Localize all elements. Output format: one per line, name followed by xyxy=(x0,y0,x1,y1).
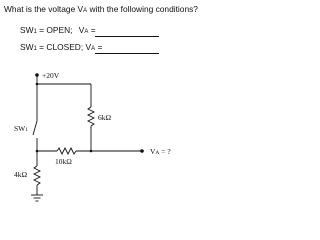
voltage-subscript: A xyxy=(91,46,96,52)
supply-node xyxy=(35,73,39,77)
prompt-text: What is the voltage V xyxy=(4,4,84,14)
resistor-10k xyxy=(57,148,76,154)
equals-sign: = xyxy=(97,42,103,52)
left-junction-node xyxy=(36,150,39,153)
voltage-label: V xyxy=(85,42,92,52)
resistor-6k xyxy=(88,107,94,126)
switch-blade xyxy=(33,121,37,135)
supply-label: +20V xyxy=(42,71,60,80)
switch-subscript: 1 xyxy=(33,29,37,35)
switch-label: SW xyxy=(20,25,34,35)
switch-label: SW1 xyxy=(14,124,28,133)
va-output-node xyxy=(140,149,144,153)
va-label: VA = ? xyxy=(150,147,171,156)
r-bottom-label: 4kΩ xyxy=(14,170,28,179)
switch-state-closed: = CLOSED; xyxy=(39,42,84,52)
voltage-subscript: A xyxy=(84,29,89,35)
prompt-tail: with the following conditions? xyxy=(89,4,198,14)
top-junction-node xyxy=(36,83,39,86)
equals-sign: = xyxy=(90,25,96,35)
switch-label: SW xyxy=(20,42,34,52)
switch-subscript: 1 xyxy=(33,46,37,52)
resistor-4k xyxy=(34,166,40,185)
right-junction-node xyxy=(90,150,93,153)
r-mid-label: 10kΩ xyxy=(55,157,72,166)
r-top-label: 6kΩ xyxy=(98,113,112,122)
voltage-label: V xyxy=(78,25,85,35)
prompt-subscript: A xyxy=(83,8,88,14)
switch-state-open: = OPEN; xyxy=(39,25,73,35)
